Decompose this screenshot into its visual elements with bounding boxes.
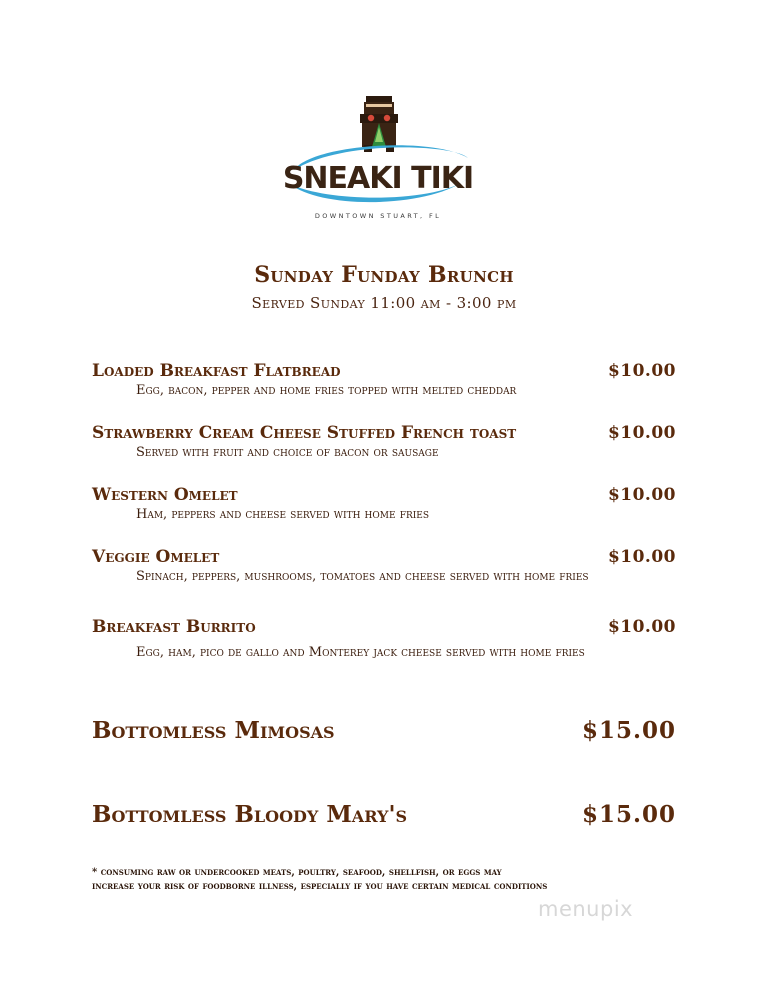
disclaimer-line: * consuming raw or undercooked meats, poultry, seafood, shellfish, or eggs may [92,867,502,878]
brand-logo [282,92,474,228]
brand-location: DOWNTOWN STUART, FL [314,212,442,220]
special-name: Bottomless Bloody Mary's [92,801,408,828]
brand-wordmark: SNEAKI TIKI [282,161,474,196]
special-name: Bottomless Mimosas [92,717,335,744]
item-price: $10.00 [607,423,676,443]
disclaimer-line: increase your risk of foodborne illness, especially if you have certain medical conditions [92,881,548,892]
menu-item [92,422,676,461]
item-description: Spinach, peppers, mushrooms, tomatoes and cheese served with home fries [136,569,589,584]
menu-item [92,546,676,585]
special-price: $15.00 [581,717,676,744]
item-price: $10.00 [607,361,676,381]
item-name: Western Omelet [92,485,238,505]
menu-item [92,616,676,661]
tiki-mask-icon [282,92,474,212]
special-price: $15.00 [581,801,676,828]
item-description: Egg, ham, pico de gallo and Monterey jack cheese served with home fries [136,645,585,660]
special-item [92,716,676,746]
item-name: Loaded Breakfast Flatbread [92,361,341,381]
menu-title: Sunday Funday Brunch [254,262,514,288]
item-description: Ham, peppers and cheese served with home fries [136,507,430,522]
item-price: $10.00 [607,617,676,637]
item-price: $10.00 [607,547,676,567]
menu-item [92,484,676,523]
item-description: Egg, bacon, pepper and home fries topped with melted cheddar [136,383,517,398]
menu-hours: Served Sunday 11:00 am - 3:00 pm [251,294,517,312]
item-description: Served with fruit and choice of bacon or sausage [136,445,439,460]
menu-item [92,360,676,399]
item-price: $10.00 [607,485,676,505]
item-name: Breakfast Burrito [92,617,256,637]
watermark: menupix [538,897,634,921]
item-name: Strawberry Cream Cheese Stuffed French toast [92,423,517,443]
item-name: Veggie Omelet [92,547,220,567]
special-item [92,800,676,830]
health-disclaimer [92,866,652,894]
